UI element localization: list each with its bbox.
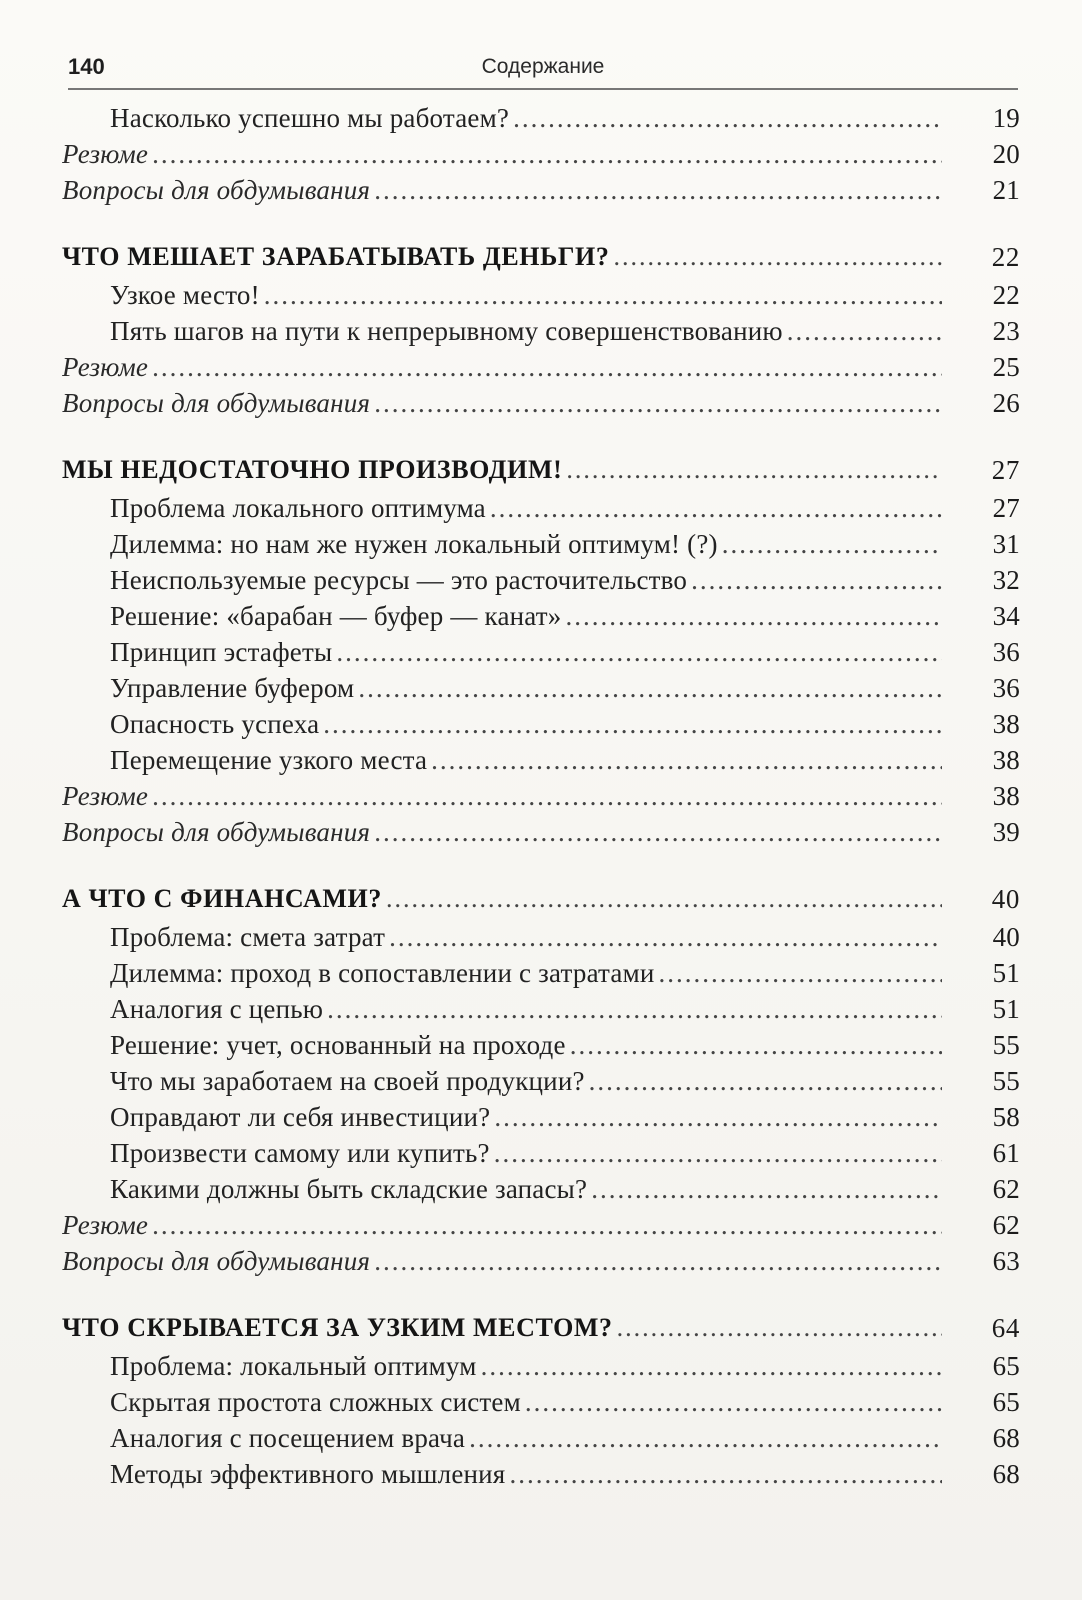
toc-entry-section	[62, 955, 1020, 991]
dot-leader	[494, 1099, 942, 1135]
toc-entry-line	[62, 778, 942, 814]
toc-entry-chapter	[62, 1308, 1020, 1348]
dot-leader	[722, 526, 942, 562]
toc-entry-chapter	[62, 879, 1020, 919]
toc-entry-title: Что мы заработаем на своей продукции?	[110, 1066, 585, 1096]
toc-entry-line	[110, 742, 942, 778]
toc-entry-section	[62, 490, 1020, 526]
toc-entry-line	[62, 814, 942, 850]
toc-entry-page-number: 19	[992, 103, 1020, 133]
toc-entry-title: Опасность успеха	[110, 709, 320, 739]
toc-entry-title: Скрытая простота сложных систем	[110, 1387, 521, 1417]
dot-leader	[327, 991, 942, 1027]
toc-entry-page-number: 34	[992, 601, 1020, 631]
page-header	[68, 52, 1018, 86]
toc-entry-page-number: 31	[992, 529, 1020, 559]
dot-leader	[264, 277, 942, 313]
toc-entry-section	[62, 1063, 1020, 1099]
toc-entry-line	[110, 277, 942, 313]
toc-entry-summary	[62, 349, 1020, 385]
toc-entry-title: Насколько успешно мы работаем?	[110, 103, 510, 133]
toc-entry-title: Дилемма: но нам же нужен локальный оптимум! (?)	[110, 529, 718, 559]
toc-entry-page-number: 27	[991, 455, 1020, 485]
toc-entry-chapter	[62, 237, 1020, 277]
toc-entry-page-number: 65	[992, 1351, 1020, 1381]
toc-entry-title: Вопросы для обдумывания	[62, 175, 371, 205]
dot-leader	[589, 1063, 942, 1099]
toc-entry-title: Решение: учет, основанный на проходе	[110, 1030, 566, 1060]
toc-entry-line	[62, 1207, 942, 1243]
toc-entry-title: ЧТО СКРЫВАЕТСЯ ЗА УЗКИМ МЕСТОМ?	[62, 1313, 613, 1342]
toc-entry-line	[62, 349, 942, 385]
dot-leader	[513, 100, 942, 136]
toc-entry-section	[62, 1135, 1020, 1171]
toc-entry-page-number: 40	[992, 922, 1020, 952]
toc-entry-summary	[62, 385, 1020, 421]
toc-entry-title: Оправдают ли себя инвестиции?	[110, 1102, 491, 1132]
toc-entry-page-number: 68	[992, 1459, 1020, 1489]
toc-entry-summary	[62, 778, 1020, 814]
header-rule	[68, 88, 1018, 90]
dot-leader	[613, 237, 942, 277]
toc-entry-line	[62, 450, 942, 490]
toc-entry-title: Перемещение узкого места	[110, 745, 428, 775]
toc-entry-page-number: 51	[992, 958, 1020, 988]
toc-entry-line	[110, 562, 942, 598]
toc-entry-line	[62, 136, 942, 172]
toc-entry-chapter	[62, 450, 1020, 490]
toc-entry-title: Принцип эстафеты	[110, 637, 333, 667]
toc-entry-section	[62, 277, 1020, 313]
toc-entry-title: Аналогия с цепью	[110, 994, 324, 1024]
toc-entry-line	[110, 1420, 942, 1456]
toc-entry-page-number: 26	[992, 388, 1020, 418]
toc-entry-page-number: 39	[992, 817, 1020, 847]
toc-entry-page-number: 65	[992, 1387, 1020, 1417]
toc-entry-summary	[62, 172, 1020, 208]
toc-entry-title: МЫ НЕДОСТАТОЧНО ПРОИЗВОДИМ!	[62, 455, 563, 484]
dot-leader	[152, 1207, 942, 1243]
toc-entry-title: Проблема: локальный оптимум	[110, 1351, 477, 1381]
toc-entry-section	[62, 742, 1020, 778]
toc-entry-line	[62, 1308, 942, 1348]
dot-leader	[691, 562, 942, 598]
toc-entry-section	[62, 1420, 1020, 1456]
toc-entry-line	[110, 598, 942, 634]
toc-entry-section	[62, 634, 1020, 670]
toc-entry-title: Резюме	[62, 1210, 149, 1240]
toc-entry-page-number: 63	[992, 1246, 1020, 1276]
toc-entry-title: Пять шагов на пути к непрерывному совершенствованию	[110, 316, 783, 346]
toc-entry-section	[62, 991, 1020, 1027]
toc-entry-section	[62, 1171, 1020, 1207]
dot-leader	[336, 634, 942, 670]
toc-entry-title: Резюме	[62, 781, 149, 811]
toc-entry-title: Управление буфером	[110, 673, 355, 703]
toc-entry-line	[110, 526, 942, 562]
toc-entry-line	[110, 1135, 942, 1171]
toc-entry-section	[62, 526, 1020, 562]
dot-leader	[591, 1171, 942, 1207]
toc-entry-section	[62, 1384, 1020, 1420]
toc-entry-line	[62, 879, 942, 919]
dot-leader	[386, 879, 942, 919]
toc-entry-summary	[62, 814, 1020, 850]
dot-leader	[565, 598, 942, 634]
toc-entry-line	[62, 237, 942, 277]
dot-leader	[570, 1027, 942, 1063]
toc-entry-page-number: 40	[991, 884, 1020, 914]
toc-entry-title: Вопросы для обдумывания	[62, 1246, 371, 1276]
dot-leader	[374, 385, 942, 421]
toc-entry-summary	[62, 1207, 1020, 1243]
toc-entry-title: Неиспользуемые ресурсы — это расточительство	[110, 565, 688, 595]
toc-entry-section	[62, 1456, 1020, 1492]
toc-entry-page-number: 58	[992, 1102, 1020, 1132]
toc-entry-title: Аналогия с посещением врача	[110, 1423, 466, 1453]
dot-leader	[323, 706, 942, 742]
toc-entry-title: Резюме	[62, 352, 149, 382]
toc-entry-line	[110, 1171, 942, 1207]
running-title: Содержание	[481, 55, 605, 78]
toc-entry-section	[62, 1348, 1020, 1384]
toc-entry-page-number: 21	[992, 175, 1020, 205]
toc-entry-page-number: 20	[992, 139, 1020, 169]
toc-entry-page-number: 62	[992, 1210, 1020, 1240]
toc-entry-page-number: 27	[992, 493, 1020, 523]
toc-entry-section	[62, 670, 1020, 706]
toc-entry-section	[62, 598, 1020, 634]
toc-entry-page-number: 32	[992, 565, 1020, 595]
toc-entry-page-number: 23	[992, 316, 1020, 346]
toc-entry-line	[110, 670, 942, 706]
toc-entry-section	[62, 1027, 1020, 1063]
toc-entry-line	[110, 919, 942, 955]
toc-entry-title: Какими должны быть складские запасы?	[110, 1174, 588, 1204]
toc-entry-title: А ЧТО С ФИНАНСАМИ?	[62, 884, 382, 913]
dot-leader	[490, 490, 942, 526]
toc-entry-page-number: 64	[991, 1313, 1020, 1343]
dot-leader	[787, 313, 942, 349]
dot-leader	[509, 1456, 942, 1492]
toc-entry-page-number: 36	[992, 673, 1020, 703]
toc-entry-page-number: 36	[992, 637, 1020, 667]
toc-entry-line	[110, 1063, 942, 1099]
toc-entry-section	[62, 706, 1020, 742]
toc-entry-line	[110, 1456, 942, 1492]
toc-entry-line	[62, 385, 942, 421]
toc-entry-title: ЧТО МЕШАЕТ ЗАРАБАТЫВАТЬ ДЕНЬГИ?	[62, 242, 610, 271]
toc-entry-title: Методы эффективного мышления	[110, 1459, 506, 1489]
toc-entry-page-number: 51	[992, 994, 1020, 1024]
toc-entry-title: Узкое место!	[110, 280, 260, 310]
toc-entry-line	[110, 100, 942, 136]
toc-entry-line	[110, 1027, 942, 1063]
dot-leader	[152, 136, 942, 172]
toc-entry-section	[62, 100, 1020, 136]
page-number: 140	[68, 54, 105, 79]
toc-entry-line	[110, 706, 942, 742]
toc-entry-line	[110, 1384, 942, 1420]
toc-entry-line	[62, 172, 942, 208]
toc-entry-summary	[62, 1243, 1020, 1279]
toc-entry-section	[62, 313, 1020, 349]
dot-leader	[469, 1420, 942, 1456]
dot-leader	[431, 742, 942, 778]
toc-entry-summary	[62, 136, 1020, 172]
toc-entry-page-number: 55	[992, 1066, 1020, 1096]
dot-leader	[374, 1243, 942, 1279]
toc-entry-page-number: 25	[992, 352, 1020, 382]
toc-entry-line	[110, 634, 942, 670]
toc-entry-title: Решение: «барабан — буфер — канат»	[110, 601, 562, 631]
toc-entry-line	[110, 955, 942, 991]
dot-leader	[358, 670, 942, 706]
dot-leader	[389, 919, 942, 955]
table-of-contents	[62, 100, 1020, 1492]
toc-entry-line	[110, 991, 942, 1027]
toc-entry-page-number: 38	[992, 745, 1020, 775]
toc-entry-line	[110, 490, 942, 526]
dot-leader	[374, 172, 942, 208]
toc-entry-page-number: 38	[992, 709, 1020, 739]
dot-leader	[525, 1384, 942, 1420]
toc-entry-title: Резюме	[62, 139, 149, 169]
toc-entry-page-number: 55	[992, 1030, 1020, 1060]
toc-entry-title: Проблема локального оптимума	[110, 493, 486, 523]
dot-leader	[617, 1308, 942, 1348]
toc-entry-page-number: 38	[992, 781, 1020, 811]
dot-leader	[152, 778, 942, 814]
dot-leader	[152, 349, 942, 385]
toc-entry-line	[110, 1099, 942, 1135]
toc-entry-line	[62, 1243, 942, 1279]
dot-leader	[374, 814, 942, 850]
toc-entry-page-number: 62	[992, 1174, 1020, 1204]
dot-leader	[494, 1135, 942, 1171]
toc-entry-title: Вопросы для обдумывания	[62, 817, 371, 847]
dot-leader	[481, 1348, 942, 1384]
toc-entry-line	[110, 1348, 942, 1384]
dot-leader	[659, 955, 943, 991]
toc-entry-title: Дилемма: проход в сопоставлении с затратами	[110, 958, 655, 988]
toc-entry-line	[110, 313, 942, 349]
toc-entry-page-number: 22	[991, 242, 1020, 272]
toc-entry-title: Произвести самому или купить?	[110, 1138, 490, 1168]
toc-entry-section	[62, 562, 1020, 598]
toc-entry-title: Проблема: смета затрат	[110, 922, 386, 952]
toc-entry-title: Вопросы для обдумывания	[62, 388, 371, 418]
toc-entry-section	[62, 919, 1020, 955]
toc-entry-section	[62, 1099, 1020, 1135]
toc-entry-page-number: 22	[992, 280, 1020, 310]
dot-leader	[566, 450, 942, 490]
toc-entry-page-number: 61	[992, 1138, 1020, 1168]
toc-entry-page-number: 68	[992, 1423, 1020, 1453]
